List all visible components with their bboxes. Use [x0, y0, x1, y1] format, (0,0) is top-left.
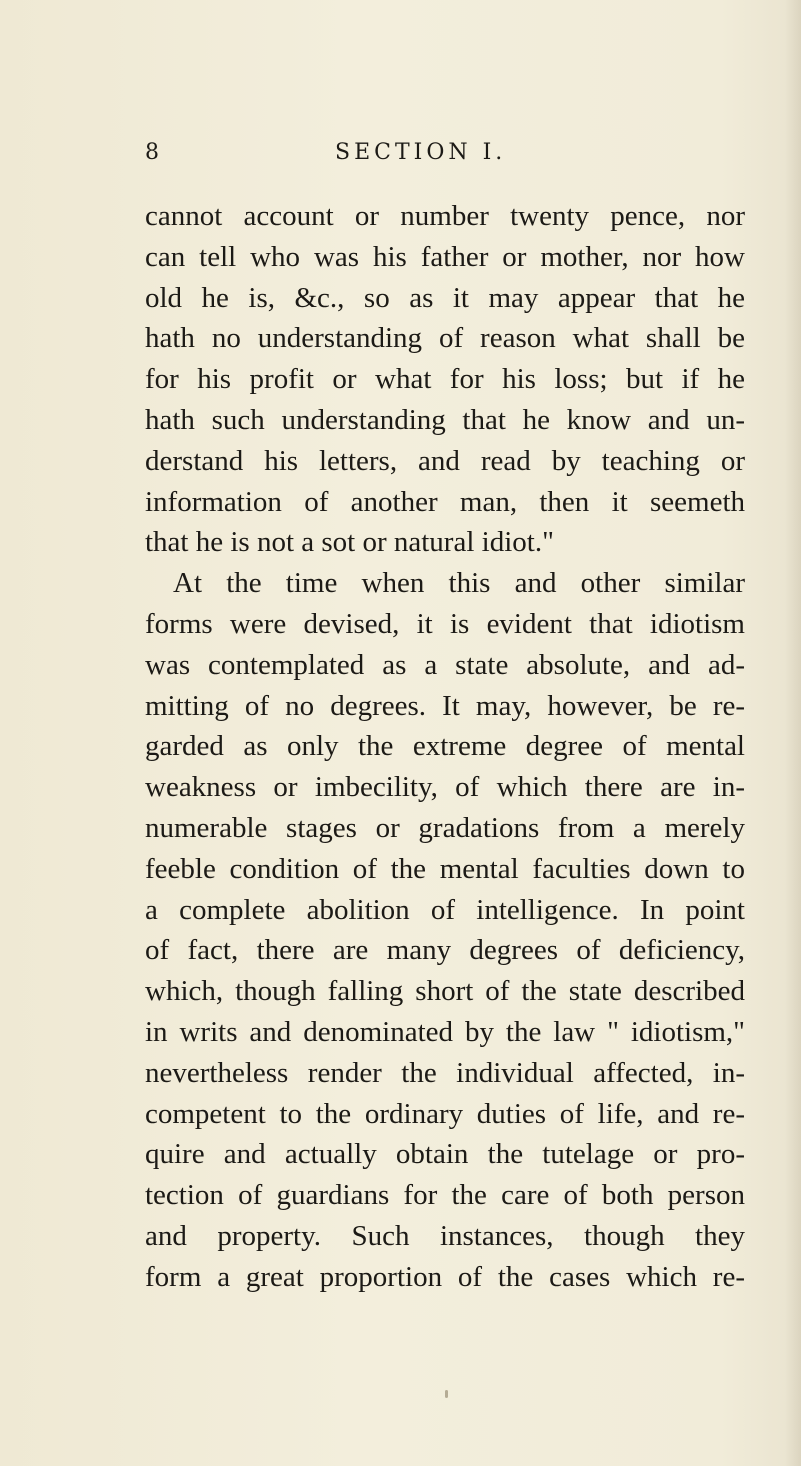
text-line: for his profit or what for his loss; but if he — [145, 363, 745, 396]
text-line: forms were devised, it is evident that idiotism — [145, 607, 745, 640]
text-line: garded as only the extreme degree of mental — [145, 730, 745, 763]
paper-speck — [445, 1390, 448, 1398]
text-line: was contemplated as a state absolute, and ad- — [145, 648, 745, 681]
text-line: information of another man, then it seemeth — [145, 485, 745, 518]
text-line: numerable stages or gradations from a merely — [145, 811, 745, 844]
text-line: and property. Such instances, though they — [145, 1219, 745, 1252]
text-line: old he is, &c., so as it may appear that he — [145, 281, 745, 314]
text-line: feeble condition of the mental faculties down to — [145, 852, 745, 885]
text-line: can tell who was his father or mother, nor how — [145, 240, 745, 273]
page-number: 8 — [145, 140, 162, 165]
text-line: mitting of no degrees. It may, however, be re- — [145, 689, 745, 722]
text-line: nevertheless render the individual affected, in- — [145, 1056, 745, 1089]
text-line: that he is not a sot or natural idiot." — [145, 526, 554, 559]
text-line: derstand his letters, and read by teaching or — [145, 444, 745, 477]
paragraph-start-line: At the time when this and other similar — [173, 567, 745, 600]
text-line: hath such understanding that he know and un- — [145, 403, 745, 436]
text-line: quire and actually obtain the tutelage or pro- — [145, 1138, 745, 1171]
text-line: weakness or imbecility, of which there are in- — [145, 771, 745, 804]
text-line: a complete abolition of intelligence. In point — [145, 893, 745, 926]
text-line: which, though falling short of the state described — [145, 975, 745, 1008]
text-line: hath no understanding of reason what shall be — [145, 322, 745, 355]
running-head: SECTION I. — [335, 140, 507, 165]
text-line: tection of guardians for the care of both person — [145, 1179, 745, 1212]
text-line: competent to the ordinary duties of life, and re- — [145, 1097, 745, 1130]
text-line: cannot account or number twenty pence, nor — [145, 200, 745, 232]
page-edge-shadow — [785, 0, 801, 1466]
text-line: of fact, there are many degrees of deficiency, — [145, 934, 745, 967]
body-text — [145, 196, 745, 1298]
text-line: form a great proportion of the cases which re- — [145, 1260, 745, 1293]
text-line: in writs and denominated by the law " idiotism," — [145, 1015, 745, 1048]
page-header — [145, 140, 685, 174]
